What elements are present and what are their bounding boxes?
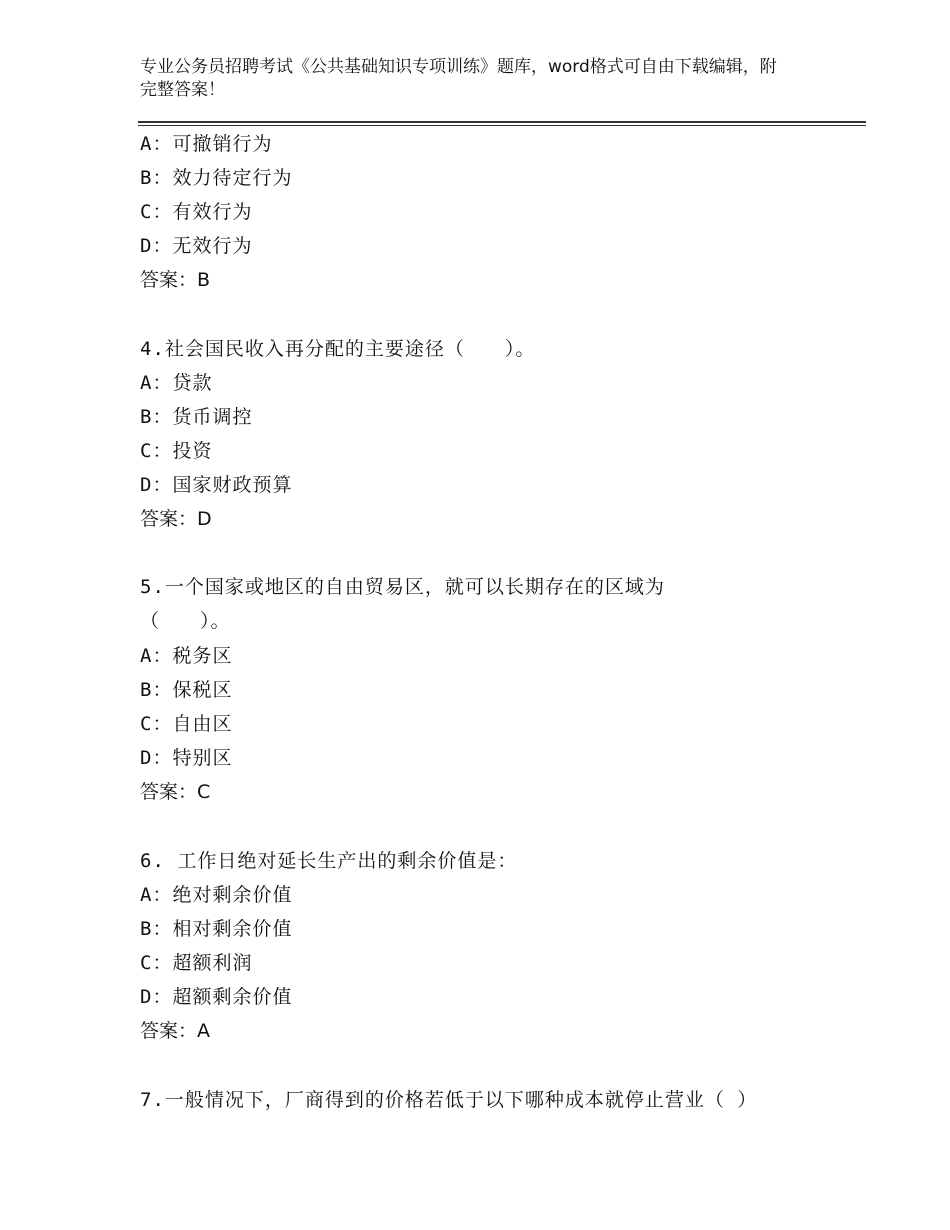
q3-option-a: A：可撤销行为	[140, 133, 273, 155]
q5-option-c: C：自由区	[140, 713, 233, 735]
q7-stem: 7.一般情况下，厂商得到的价格若低于以下哪种成本就停止营业（ ）	[140, 1089, 758, 1111]
q4-option-a: A：贷款	[140, 372, 213, 394]
q3-option-d: D：无效行为	[140, 235, 253, 257]
q4-stem: 4.社会国民收入再分配的主要途径（ ）。	[140, 338, 536, 360]
q5-option-a: A：税务区	[140, 645, 233, 667]
q3-option-b: B：效力待定行为	[140, 167, 293, 189]
q6-option-c: C：超额利润	[140, 952, 253, 974]
q6-option-b: B：相对剩余价值	[140, 918, 293, 940]
q6-stem: 6. 工作日绝对延长生产出的剩余价值是：	[140, 850, 518, 872]
q5-stem-line2: （ ）。	[140, 610, 231, 632]
q5-option-d: D：特别区	[140, 747, 233, 769]
q4-option-c: C：投资	[140, 440, 213, 462]
q3-answer: 答案：B	[140, 269, 211, 291]
header-divider-thin	[138, 125, 866, 126]
q6-answer: 答案：A	[140, 1020, 210, 1042]
q5-answer: 答案：C	[140, 781, 211, 803]
q3-option-c: C：有效行为	[140, 201, 253, 223]
q6-option-d: D：超额剩余价值	[140, 986, 293, 1008]
q4-answer: 答案：D	[140, 508, 212, 530]
q5-stem-line1: 5.一个国家或地区的自由贸易区，就可以长期存在的区域为	[140, 576, 665, 598]
q6-option-a: A：绝对剩余价值	[140, 884, 293, 906]
q4-option-b: B：货币调控	[140, 406, 253, 428]
q5-option-b: B：保税区	[140, 679, 233, 701]
header-divider-thick	[138, 121, 866, 123]
document-header: 专业公务员招聘考试《公共基础知识专项训练》题库，word格式可自由下载编辑，附完整答案！	[140, 57, 777, 100]
q4-option-d: D：国家财政预算	[140, 474, 293, 496]
